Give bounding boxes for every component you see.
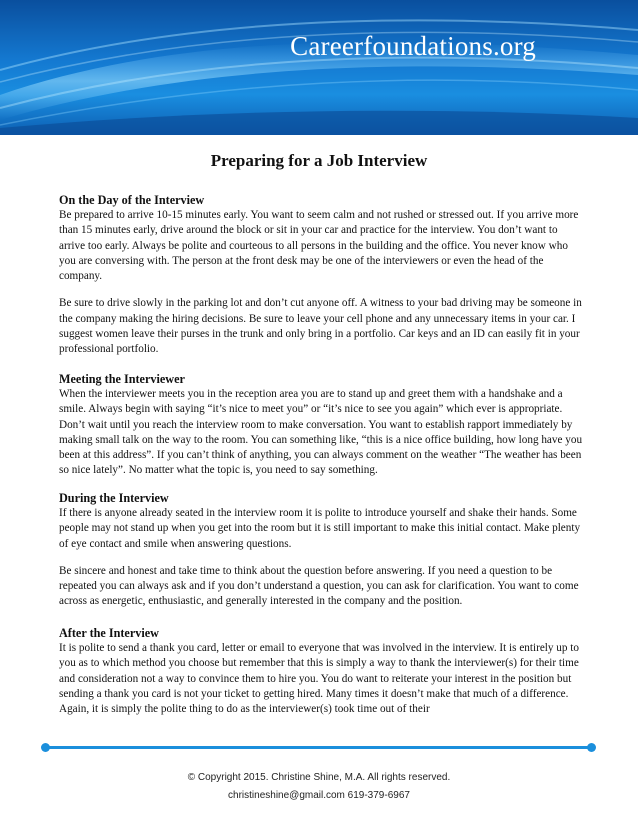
contact-info: christineshine@gmail.com 619-379-6967 <box>228 790 410 801</box>
page-title: Preparing for a Job Interview <box>210 151 428 170</box>
paragraph: If there is anyone already seated in the interview room it is polite to introduce yourself and shake their hands. Some people may not stand up when you get into the room but it is still important to make this initial contact. Make plenty of eye contact and smile when answering questions. <box>59 507 581 550</box>
header-banner <box>0 0 638 135</box>
section-after-interview <box>59 626 584 729</box>
paragraph: Be sure to drive slowly in the parking lot and don’t cut anyone off. A witness to your bad driving may be someone in the company making the hiring decisions. Be sure to leave your cell phone and any unnecessary items in your car. I suggest women leave their purses in the trunk and only bring in a portfolio. Car keys and an ID can easily fit in your professional portfolio. <box>59 297 582 356</box>
copyright-notice: © Copyright 2015. Christine Shine, M.A. All rights reserved. <box>187 772 451 783</box>
section-during-interview <box>59 491 584 622</box>
section-heading: On the Day of the Interview <box>59 193 205 207</box>
section-heading: Meeting the Interviewer <box>59 372 185 386</box>
banner-wave-graphic <box>0 0 638 135</box>
paragraph: It is polite to send a thank you card, letter or email to everyone that was involved in the interview. It is entirely up to you as to which method you choose but remember that this is simply a way to thank the interviewer(s) for their time and consideration not a way to convince them to hire you. You do want to reiterate your interest in the position but sending a thank you card is not your ticket to getting hired. Many times it doesn’t make that much of a difference. Again, it is simply the polite thing to do as the interviewer(s) took time out of their <box>59 642 579 716</box>
section-heading: During the Interview <box>59 491 169 505</box>
divider-endpoint-right <box>587 743 596 752</box>
paragraph: Be prepared to arrive 10-15 minutes early. You want to seem calm and not rushed or stressed out. If you arrive more than 15 minutes early, drive around the block or sit in your car and practice for the interview. You don’t want to arrive too early. Always be polite and courteous to all persons in the building and the office. You never know who you are conversing with. The person at the front desk may be one of the interviewers or even the head of the company. <box>59 209 579 283</box>
section-meeting-interviewer <box>59 372 584 491</box>
paragraph: Be sincere and honest and take time to think about the question before answering. If you need a question to be repeated you can always ask and if you don’t understand a question, you can ask for clarification. You want to come across as energetic, enthusiastic, and generally interested in the company and the position. <box>59 564 579 608</box>
paragraph: When the interviewer meets you in the reception area you are to stand up and greet them with a handshake and a smile. Always begin with saying “it’s nice to meet you” or “it’s nice to see you again” which ever is appropriate. Don’t wait until you reach the interview room to make conversation. You want to establish rapport immediately by making small talk on the way to the room. You can something like, “this is a nice office building, how long have you been at this address”. If you can’t think of anything, you can always comment on the weather “The weather has been so nice lately”. No matter what the topic is, you need to say something. <box>59 388 583 477</box>
section-heading: After the Interview <box>59 626 159 640</box>
site-title: Careerfoundations.org <box>290 31 536 61</box>
footer-divider <box>47 746 592 749</box>
section-on-the-day <box>59 193 584 370</box>
